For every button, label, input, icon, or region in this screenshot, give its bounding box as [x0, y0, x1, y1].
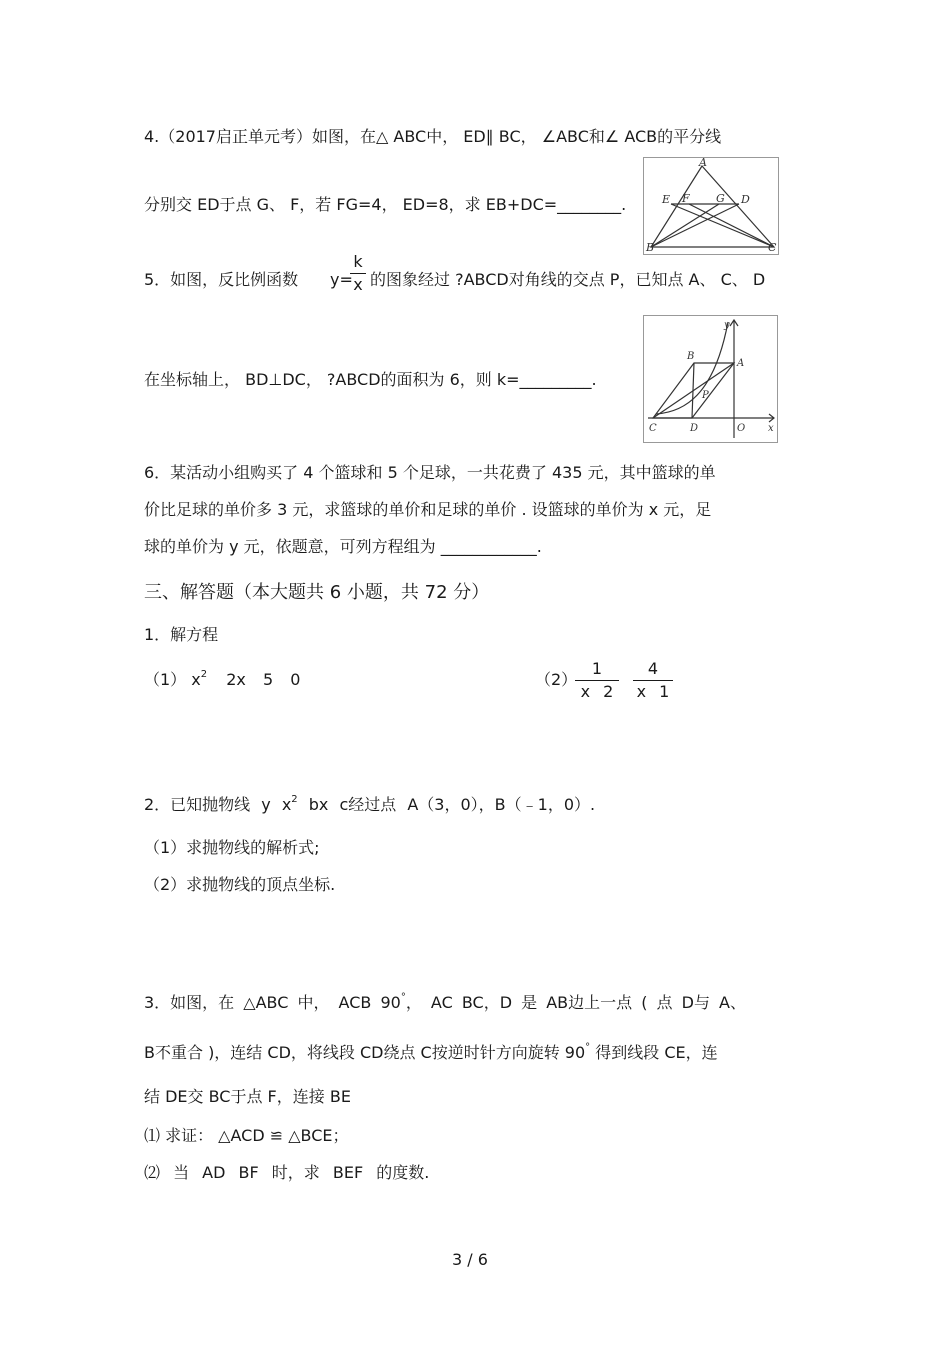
label-f: F: [682, 192, 690, 205]
p1-frac2-den: x 1: [636, 682, 670, 701]
p3-line2-pre: B不重合 )，连结 CD，将线段 CD绕点 C按逆时针方向旋转 90: [144, 1043, 586, 1062]
q6-line1: 6．某活动小组购买了 4 个篮球和 5 个足球，一共花费了 435 元，其中篮球的单: [144, 463, 716, 482]
p1-frac1-den: x 2: [580, 682, 614, 701]
q5-line1-post: 的图象经过 ?ABCD对角线的交点 P，已知点 A、 C、 D: [370, 270, 766, 289]
label-e: E: [662, 193, 671, 206]
p1-part1-rest: 2x 5 0: [226, 670, 301, 689]
q6-line2: 价比足球的单价多 3 元，求篮球的单价和足球的单价 . 设篮球的单价为 x 元，足: [144, 500, 712, 519]
p3-line1-deg: °: [400, 992, 406, 1003]
q5-numerator: k: [353, 252, 363, 271]
q6-line3: 球的单价为 y 元，依题意，可列方程组为 ____________.: [144, 537, 542, 556]
q5-line2: 在坐标轴上， BD⊥DC， ?ABCD的面积为 6，则 k=_________.: [144, 370, 597, 389]
label-a: A: [699, 158, 707, 169]
p1-part1-x: x: [191, 670, 201, 689]
q5-denominator: x: [353, 275, 363, 294]
p1-frac1-num: 1: [591, 659, 603, 678]
p1-title: 1．解方程: [144, 625, 219, 644]
p3-line3: 结 DE交 BC于点 F，连接 BE: [144, 1087, 351, 1106]
p1-fraction-1: [575, 660, 619, 701]
triangle-diagram: [644, 158, 778, 254]
p3-line1-post: ， AC BC，D 是 AB边上一点 ( 点 D与 A、: [405, 993, 746, 1012]
parallelogram-figure: [643, 315, 778, 443]
p1-part1-exp: 2: [200, 669, 208, 680]
label-b2: B: [687, 351, 695, 362]
p3-line1: [144, 993, 746, 1016]
q4-line1: 4.（2017启正单元考）如图，在△ ABC中， ED∥ BC， ∠ABC和∠ ACB的平分线: [144, 127, 722, 146]
label-g: G: [716, 192, 725, 205]
label-a2: A: [737, 358, 745, 369]
q5-fraction: [350, 253, 366, 294]
p1-frac2-num: 4: [647, 659, 659, 678]
p1-part1: [144, 670, 300, 693]
p2-sub1: （1）求抛物线的解析式;: [144, 838, 320, 857]
label-y: y: [724, 320, 730, 331]
p2-sub2: （2）求抛物线的顶点坐标.: [144, 875, 336, 894]
p3-sub1: ⑴ 求证： △ACD ≌ △BCE；: [144, 1126, 349, 1145]
p2-line1-exp: 2: [291, 794, 298, 805]
q4-line2: 分别交 ED于点 G、 F，若 FG=4， ED=8，求 EB+DC=________.: [144, 195, 627, 214]
segment-ec: [671, 204, 774, 247]
p3-line2-deg: °: [585, 1042, 591, 1053]
q5-line1-pre: 5．如图，反比例函数: [144, 270, 299, 289]
label-d2: D: [690, 423, 699, 434]
p2-line1-pre: 2．已知抛物线 y x: [144, 795, 292, 814]
p3-sub2: ⑵ 当 AD BF 时，求 BEF 的度数.: [144, 1163, 430, 1182]
page-number: 3 / 6: [452, 1250, 488, 1269]
label-o: O: [737, 423, 746, 434]
p3-line2-post: 得到线段 CE，连: [590, 1043, 718, 1062]
label-x: x: [768, 423, 774, 434]
label-c2: C: [649, 423, 657, 434]
section-heading: 三、解答题（本大题共 6 小题，共 72 分）: [144, 582, 490, 603]
p1-part1-label: （1）: [144, 670, 187, 689]
p1-fraction-2: [633, 660, 673, 701]
bisector-c: [689, 204, 774, 247]
label-b: B: [646, 241, 655, 254]
q5-y-eq: y=: [330, 270, 353, 289]
triangle-figure: [643, 157, 779, 255]
p3-line2: [144, 1043, 718, 1066]
parallelogram-diagram: [644, 316, 777, 442]
p1-part2-label: （2）: [535, 670, 578, 689]
p2-line1-post: bx c经过点 A（3，0），B（﹣1，0）.: [297, 795, 596, 814]
label-c: C: [768, 241, 777, 254]
label-d: D: [741, 193, 750, 206]
p3-line1-pre: 3．如图，在 △ABC 中， ACB 90: [144, 993, 401, 1012]
p2-line1: [144, 795, 595, 818]
label-p: P: [702, 390, 709, 401]
